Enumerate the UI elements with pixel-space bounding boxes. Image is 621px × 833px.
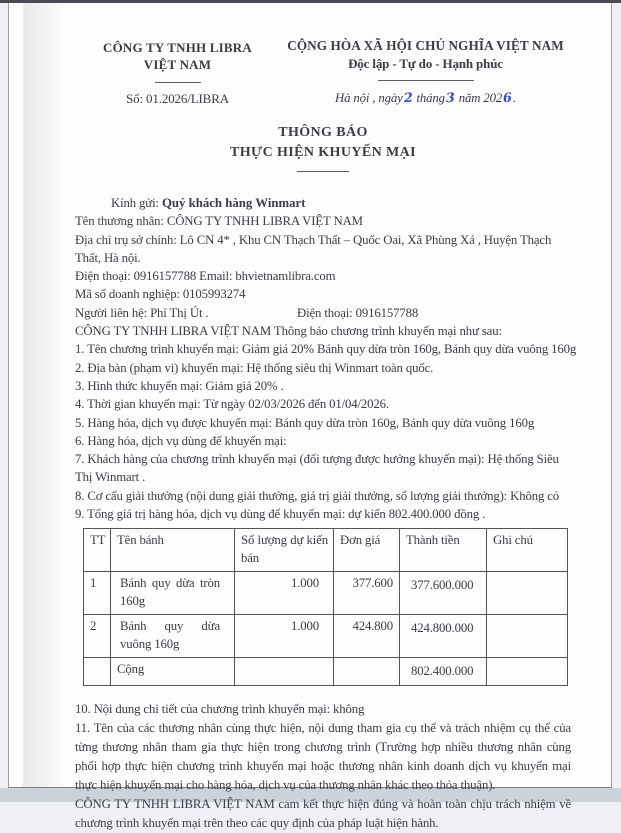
cell-amount: 377.600.000	[400, 572, 487, 615]
table-row	[84, 572, 568, 615]
issuer-block	[75, 29, 280, 107]
document-header	[75, 29, 571, 107]
recipient-value: Quý khách hàng Winmart	[161, 196, 306, 210]
promo-products-table	[83, 528, 568, 686]
promo-item-9: 9. Tổng giá trị hàng hóa, dịch vụ dùng để khuyến mại: dự kiến 802.400.000 đồng .	[75, 507, 486, 522]
cell-amount: 424.800.000	[400, 615, 487, 658]
table-header-name: Tên bánh	[111, 529, 235, 572]
date-line	[280, 91, 571, 106]
cell-quantity: 1.000	[235, 615, 334, 658]
national-header-block	[280, 29, 571, 107]
promo-item-1: 1. Tên chương trình khuyến mại: Giảm giá 20% Bánh quy dừa tròn 160g, Bánh quy dừa vuông 160g	[75, 342, 577, 357]
cell-note	[487, 572, 568, 615]
promo-item-2: 2. Địa bàn (phạm vi) khuyến mại: Hệ thống siêu thị Winmart toàn quốc.	[75, 360, 434, 375]
date-month-label: tháng	[416, 91, 445, 105]
document-content	[9, 3, 611, 833]
promo-item-3: 3. Hình thức khuyến mại: Giảm giá 20% .	[75, 378, 284, 393]
promo-items-list	[75, 340, 577, 523]
cell-note	[487, 615, 568, 658]
handwritten-year-digit: 6	[502, 90, 513, 107]
promo-item-7: 7. Khách hàng của chương trình khuyến mại (đối tượng được hưởng khuyến mại): Hệ thống Siêu Thị Winmart .	[75, 452, 559, 485]
commitment-line: CÔNG TY TNHH LIBRA VIỆT NAM cam kết thực hiện đúng và hoàn toàn chịu trách nhiệm về chương trình khuyến mại trên theo các quy định của pháp luật hiện hành.	[75, 796, 571, 830]
table-header-row	[84, 529, 568, 572]
republic-motto: Độc lập - Tự do - Hạnh phúc	[348, 56, 503, 71]
table-total-row	[84, 658, 568, 686]
business-code-line: Mã số doanh nghiệp: 0105993274	[75, 287, 246, 302]
contact-person: Người liên hệ: Phí Thị Út .	[75, 305, 209, 320]
cell-unit-price: 424.800	[334, 615, 400, 658]
title-underline	[297, 171, 349, 172]
cell-tt	[84, 658, 111, 686]
contact-phone: Điện thoại: 0916157788	[297, 305, 419, 320]
recipient-line	[75, 194, 571, 212]
cell-quantity	[235, 658, 334, 686]
table-row	[84, 615, 568, 658]
table-header-amount: Thành tiền	[400, 529, 487, 572]
document-body	[75, 194, 577, 833]
cell-total-label: Cộng	[111, 658, 235, 686]
issuer-company-line2: VIỆT NAM	[143, 57, 212, 72]
merchant-address-line: Địa chỉ trụ sở chính: Lô CN 4* , Khu CN Thạch Thất – Quốc Oai, Xã Phùng Xá , Huyện Thạch Thất, Hà nội.	[75, 232, 552, 265]
table-header-qty: Số lượng dự kiến bán	[235, 529, 334, 572]
cell-tt: 1	[84, 572, 111, 615]
cell-unit-price: 377.600	[334, 572, 400, 615]
promo-item-10: 10. Nội dung chi tiết của chương trình khuyến mại: không	[75, 701, 365, 716]
table-header-tt: TT	[84, 529, 111, 572]
promo-item-11: 11. Tên của các thương nhân cùng thực hiện, nội dung tham gia cụ thể và trách nhiệm cụ thể của từng thương nhân tham gia thực hiện trong chương trình (Trường hợp nhiều thương nhân cùng phối hợp thực hiện chương trình khuyến mại hoặc thương nhân kinh doanh dịch vụ khuyến mại thực hiện khuyến mại cho hàng hóa, dịch vụ của thương nhân khác theo thỏa thuận).	[75, 720, 571, 792]
separator-line	[155, 82, 201, 83]
handwritten-month: 3	[445, 90, 456, 107]
document-title	[75, 123, 571, 172]
announcement-intro-line: CÔNG TY TNHH LIBRA VIỆT NAM Thông báo chương trình khuyến mại như sau:	[75, 324, 502, 339]
promo-item-4: 4. Thời gian khuyến mại: Từ ngày 02/03/2026 đến 01/04/2026.	[75, 397, 389, 412]
date-prefix: Hà nội , ngày	[334, 91, 403, 105]
table-header-price: Đơn giá	[334, 529, 400, 572]
document-number: Số: 01.2026/LIBRA	[126, 91, 229, 106]
cell-quantity: 1.000	[235, 572, 334, 615]
date-year-printed: 202	[483, 91, 503, 105]
contact-line	[75, 304, 571, 322]
title-line2: THỰC HIỆN KHUYẾN MẠI	[230, 145, 416, 160]
date-year-label: năm	[458, 91, 481, 105]
closing-block	[75, 700, 571, 833]
promo-item-6: 6. Hàng hóa, dịch vụ dùng để khuyến mại:	[75, 433, 287, 448]
cell-tt: 2	[84, 615, 111, 658]
motto-underline	[378, 80, 474, 81]
cell-total-amount: 802.400.000	[400, 658, 487, 686]
merchant-phone-email-line: Điện thoại: 0916157788 Email: bhvietnamlibra.com	[75, 269, 336, 284]
cell-product-name: Bánh quy dừa vuông 160g	[111, 615, 235, 658]
promo-item-8: 8. Cơ cấu giải thưởng (nội dung giải thưởng, giá trị giải thưởng, số lượng giải thưởng): Không có	[75, 488, 560, 503]
republic-title: CỘNG HÒA XÃ HỘI CHỦ NGHĨA VIỆT NAM	[287, 38, 564, 53]
promo-item-5: 5. Hàng hóa, dịch vụ được khuyến mại: Bánh quy dừa tròn 160g, Bánh quy dừa vuông 160g	[75, 415, 535, 430]
scanned-document-page	[8, 3, 612, 830]
title-line1: THÔNG BÁO	[278, 125, 368, 140]
cell-unit-price	[334, 658, 400, 686]
cell-product-name: Bánh quy dừa tròn 160g	[111, 572, 235, 615]
handwritten-day: 2	[403, 90, 413, 107]
issuer-company-line1: CÔNG TY TNHH LIBRA	[103, 40, 252, 55]
issuer-company-name	[75, 39, 280, 73]
recipient-label: Kính gửi:	[111, 196, 159, 210]
merchant-name-line: Tên thương nhân: CÔNG TY TNHH LIBRA VIỆT NAM	[75, 214, 363, 229]
cell-note	[487, 658, 568, 686]
table-header-note: Ghi chú	[487, 529, 568, 572]
date-period: .	[512, 91, 516, 105]
